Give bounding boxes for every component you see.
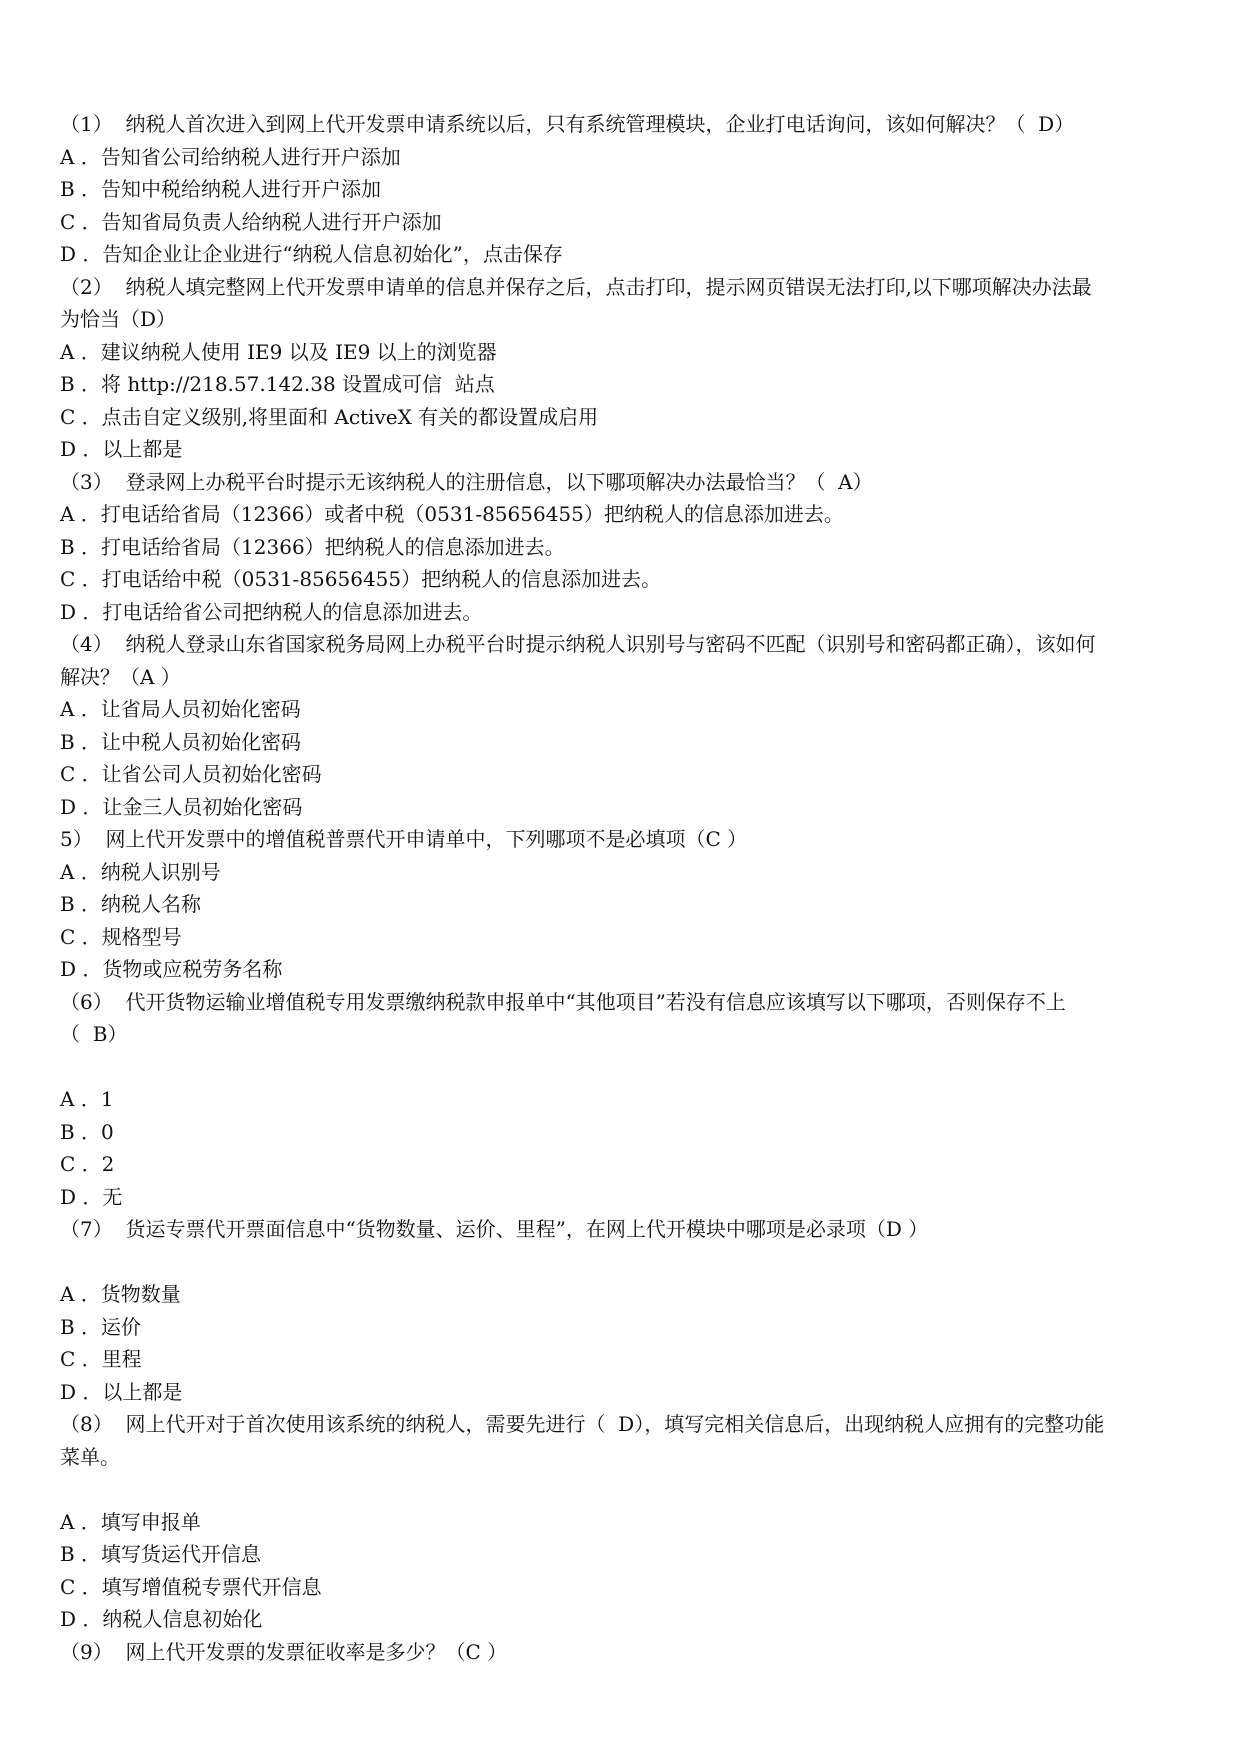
answer-option: D ．打电话给省公司把纳税人的信息添加进去。: [60, 599, 483, 624]
answer-option: B ．纳税人名称: [60, 892, 202, 916]
answer-option: C ．里程: [60, 1347, 142, 1371]
answer-option: D ．让金三人员初始化密码: [60, 794, 303, 819]
answer-option: C ．让省公司人员初始化密码: [60, 762, 322, 786]
answer-option: B ．告知中税给纳税人进行开户添加: [60, 177, 382, 201]
question-text: （4） 纳税人登录山东省国家税务局网上办税平台时提示纳税人识别号与密码不匹配（识别号和密码都正确），该如何: [60, 632, 1096, 656]
question-block: [60, 271, 1190, 466]
answer-option: A ．1: [60, 1087, 114, 1111]
answer-option: D ．以上都是: [60, 1379, 183, 1404]
answer-option: A ．货物数量: [60, 1282, 181, 1306]
answer-option: D ．纳税人信息初始化: [60, 1607, 263, 1631]
question-block: [60, 1408, 1190, 1636]
answer-option: A ．填写申报单: [60, 1509, 201, 1534]
question-text: （7） 货运专票代开票面信息中“货物数量、运价、里程”，在网上代开模块中哪项是必录项（D ）: [60, 1217, 929, 1241]
document-page: [60, 108, 1190, 1668]
question-text: （ B）: [60, 1022, 128, 1046]
question-block: [60, 986, 1190, 1214]
answer-option: B ．将 http://218.57.142.38 设置成可信 站点: [60, 372, 495, 396]
answer-option: D ．告知企业让企业进行“纳税人信息初始化”，点击保存: [60, 242, 563, 266]
question-block: [60, 1636, 1190, 1669]
answer-option: B ．让中税人员初始化密码: [60, 729, 302, 754]
answer-option: B ．0: [60, 1119, 114, 1144]
blank-line: [60, 1473, 1190, 1506]
question-block: [60, 823, 1190, 986]
answer-option: B ．运价: [60, 1314, 142, 1339]
question-text: （2） 纳税人填完整网上代开发票申请单的信息并保存之后，点击打印，提示网页错误无法打印,以下哪项解决办法最: [60, 274, 1092, 299]
answer-option: C ．规格型号: [60, 924, 182, 949]
question-block: [60, 628, 1190, 823]
answer-option: C ．点击自定义级别,将里面和 ActiveX 有关的都设置成启用: [60, 404, 599, 429]
answer-option: C ．2: [60, 1152, 115, 1176]
question-text: （6） 代开货物运输业增值税专用发票缴纳税款申报单中“其他项目”若没有信息应该填写以下哪项，否则保存不上: [60, 989, 1066, 1014]
question-text: 为恰当（D）: [60, 307, 177, 331]
answer-option: A ．打电话给省局（12366）或者中税（0531-85656455）把纳税人的信息添加进去。: [60, 502, 844, 526]
answer-option: D ．以上都是: [60, 437, 183, 461]
answer-option: B ．打电话给省局（12366）把纳税人的信息添加进去。: [60, 534, 565, 559]
answer-option: C ．告知省局负责人给纳税人进行开户添加: [60, 209, 442, 234]
answer-option: A ．让省局人员初始化密码: [60, 697, 301, 721]
question-block: [60, 108, 1190, 271]
question-text: 5） 网上代开发票中的增值税普票代开申请单中，下列哪项不是必填项（C ）: [60, 827, 748, 851]
question-text: （9） 网上代开发票的发票征收率是多少？（C ）: [60, 1639, 508, 1664]
answer-option: A ．建议纳税人使用 IE9 以及 IE9 以上的浏览器: [60, 339, 497, 364]
question-block: [60, 466, 1190, 629]
question-block: [60, 1213, 1190, 1408]
question-text: （3） 登录网上办税平台时提示无该纳税人的注册信息，以下哪项解决办法最恰当？（ A）: [60, 469, 873, 494]
question-text: 解决？（A ）: [60, 664, 181, 689]
answer-option: A ．告知省公司给纳税人进行开户添加: [60, 144, 401, 169]
question-text: （8） 网上代开对于首次使用该系统的纳税人，需要先进行（ D），填写完相关信息后，出现纳税人应拥有的完整功能: [60, 1412, 1105, 1436]
answer-option: A ．纳税人识别号: [60, 859, 221, 884]
question-text: 菜单。: [60, 1444, 120, 1469]
answer-option: C ．打电话给中税（0531-85656455）把纳税人的信息添加进去。: [60, 567, 662, 591]
answer-option: D ．货物或应税劳务名称: [60, 957, 283, 981]
answer-option: D ．无: [60, 1184, 123, 1209]
blank-line: [60, 1051, 1190, 1084]
answer-option: B ．填写货运代开信息: [60, 1542, 262, 1566]
answer-option: C ．填写增值税专票代开信息: [60, 1574, 322, 1599]
question-text: （1） 纳税人首次进入到网上代开发票申请系统以后，只有系统管理模块，企业打电话询问，该如何解决？（ D）: [60, 112, 1075, 136]
blank-line: [60, 1246, 1190, 1279]
